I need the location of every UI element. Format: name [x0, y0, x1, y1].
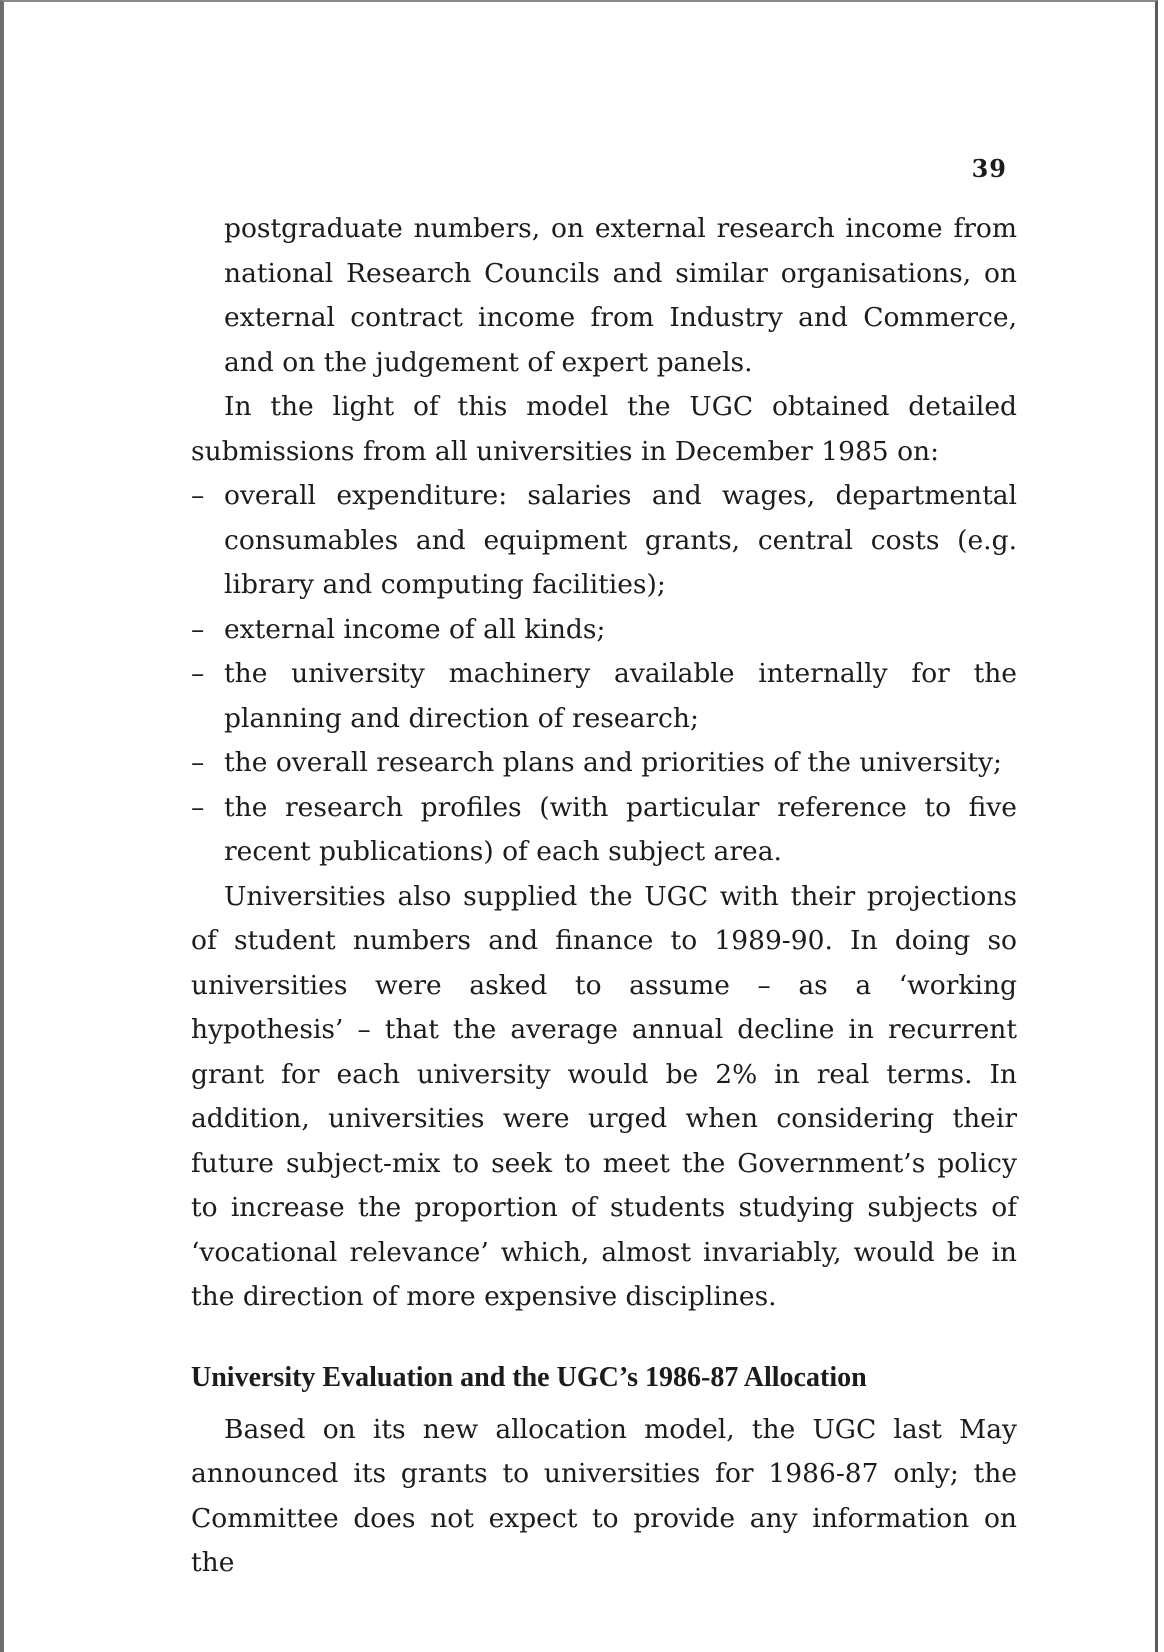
- list-item: [191, 652, 1017, 741]
- list-item-text: the research profiles (with particular reference to five recent publications) of each subject area.: [224, 791, 1017, 867]
- dash-bullet: –: [191, 613, 205, 645]
- list-item: [191, 741, 1017, 786]
- submission-list: [191, 474, 1017, 875]
- list-item: [191, 608, 1017, 653]
- paragraph-submissions-intro: In the light of this model the UGC obtained detailed submissions from all universities in December 1985 on:: [191, 391, 1017, 467]
- body-text: [191, 207, 1017, 1586]
- list-item-text: the overall research plans and priorities of the university;: [224, 747, 1002, 778]
- list-item: [191, 474, 1017, 608]
- section-heading: University Evaluation and the UGC’s 1986-87 Allocation: [191, 1361, 867, 1393]
- list-item-text: external income of all kinds;: [224, 613, 606, 645]
- list-item-text: overall expenditure: salaries and wages, departmental consumables and equipment grants, central costs (e.g. library and computing facilities);: [224, 480, 1017, 600]
- list-item: [191, 786, 1017, 875]
- paragraph-allocation: Based on its new allocation model, the UGC last May announced its grants to universities for 1986-87 only; the Committee does not expect to provide any information on the: [191, 1413, 1017, 1578]
- list-item-text: the university machinery available internally for the planning and direction of research;: [224, 658, 1017, 734]
- dash-bullet: –: [191, 658, 205, 689]
- dash-bullet: –: [191, 480, 205, 511]
- dash-bullet: –: [191, 791, 205, 823]
- paragraph-projections: Universities also supplied the UGC with their projections of student numbers and finance to 1989-90. In doing so universities were asked to assume – as a ‘working hypothesis’ – that the average annual decline in recurrent grant for each university would be 2% in real terms. In addition, universities were urged when considering their future subject-mix to seek to meet the Government’s policy to increase the proportion of students studying subjects of ‘vocational relevance’ which, almost invariably, would be in the direction of more expensive disciplines.: [191, 880, 1017, 1312]
- dash-bullet: –: [191, 747, 205, 778]
- paragraph-continuation: postgraduate numbers, on external research income from national Research Councils and similar organisations, on external contract income from Industry and Commerce, and on the judgement of expert panels.: [224, 213, 1017, 378]
- page-number: 39: [971, 154, 1007, 183]
